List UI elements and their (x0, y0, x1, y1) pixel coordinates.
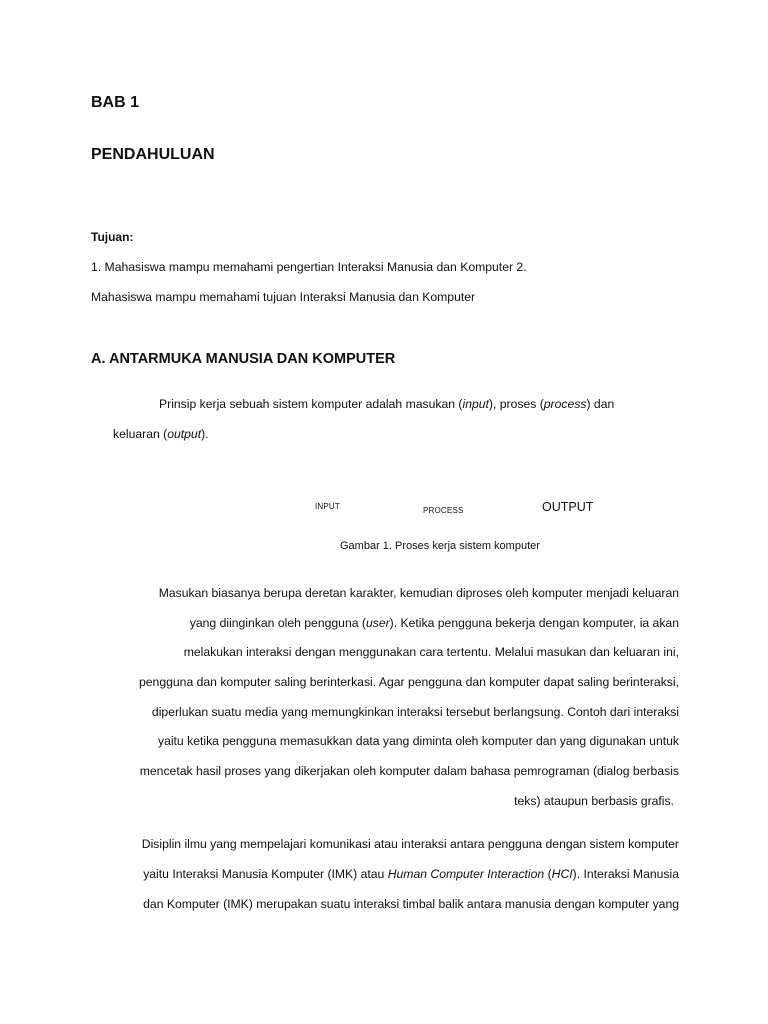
paragraph-line: Disiplin ilmu yang mempelajari komunikasi atau interaksi antara pengguna dengan sistem komputer (141, 837, 679, 851)
paragraph-line: mencetak hasil proses yang dikerjakan oleh komputer dalam bahasa pemrograman (dialog berbasis (139, 764, 679, 779)
paragraph-line (88, 609, 679, 639)
objectives-heading: Tujuan: (91, 230, 134, 244)
paragraph-text: yaitu Interaksi Manusia Komputer (IMK) atau (143, 867, 388, 881)
objective-line-1: 1. Mahasiswa mampu memahami pengertian Interaksi Manusia dan Komputer 2. (91, 260, 527, 274)
paragraph-line: melakukan interaksi dengan menggunakan cara tertentu. Melalui masukan dan keluaran ini, (183, 645, 679, 660)
paragraph-text: ). Interaksi Manusia (572, 867, 679, 881)
paragraph-line: pengguna dan komputer saling berinterkasi. Agar pengguna dan komputer dapat saling berinteraksi, (139, 675, 679, 690)
intro-text: ). (201, 427, 209, 441)
paragraph-line: diperlukan suatu media yang memungkinkan interaksi tersebut berlangsung. Contoh dari interaksi (151, 704, 679, 719)
chapter-number: BAB 1 (91, 94, 140, 111)
paragraph-2 (88, 830, 679, 920)
term-hci-full: Human Computer Interaction (387, 867, 545, 881)
figure-output-label: OUTPUT (542, 500, 594, 514)
figure-caption: Gambar 1. Proses kerja sistem komputer (340, 540, 540, 552)
paragraph-1 (88, 579, 679, 817)
paragraph-text: ( (544, 867, 552, 881)
paragraph-line: dan Komputer (IMK) merupakan suatu interaksi timbal balik antara manusia dengan komputer yang (143, 897, 679, 911)
paragraph-line: yaitu ketika pengguna memasukkan data yang diminta oleh komputer dan yang digunakan untuk (157, 734, 679, 749)
term-user: user (365, 615, 390, 630)
intro-term-input: input (462, 397, 489, 411)
intro-text: keluaran ( (113, 427, 168, 441)
chapter-title: PENDAHULUAN (91, 146, 215, 163)
term-hci: HCI (551, 867, 573, 881)
intro-line-2 (113, 427, 209, 441)
intro-term-process: process (543, 397, 587, 411)
paragraph-text: yang diinginkan oleh pengguna ( (189, 615, 366, 630)
intro-line-1 (159, 397, 614, 411)
figure-input-label: INPUT (315, 502, 340, 511)
intro-text: ) dan (586, 397, 615, 411)
section-heading: A. ANTARMUKA MANUSIA DAN KOMPUTER (91, 351, 396, 367)
paragraph-line: Masukan biasanya berupa deretan karakter, kemudian diproses oleh komputer menjadi keluaran (158, 586, 679, 600)
paragraph-text: ). Ketika pengguna bekerja dengan komputer, ia akan (389, 615, 679, 630)
paragraph-line: teks) ataupun berbasis grafis. (514, 793, 674, 808)
intro-text: ), proses ( (488, 397, 544, 411)
figure-process-label: PROCESS (423, 506, 464, 515)
intro-text: Prinsip kerja sebuah sistem komputer adalah masukan ( (159, 397, 463, 411)
objective-line-2: Mahasiswa mampu memahami tujuan Interaksi Manusia dan Komputer (91, 290, 476, 304)
paragraph-line (88, 860, 679, 890)
intro-term-output: output (167, 427, 202, 441)
